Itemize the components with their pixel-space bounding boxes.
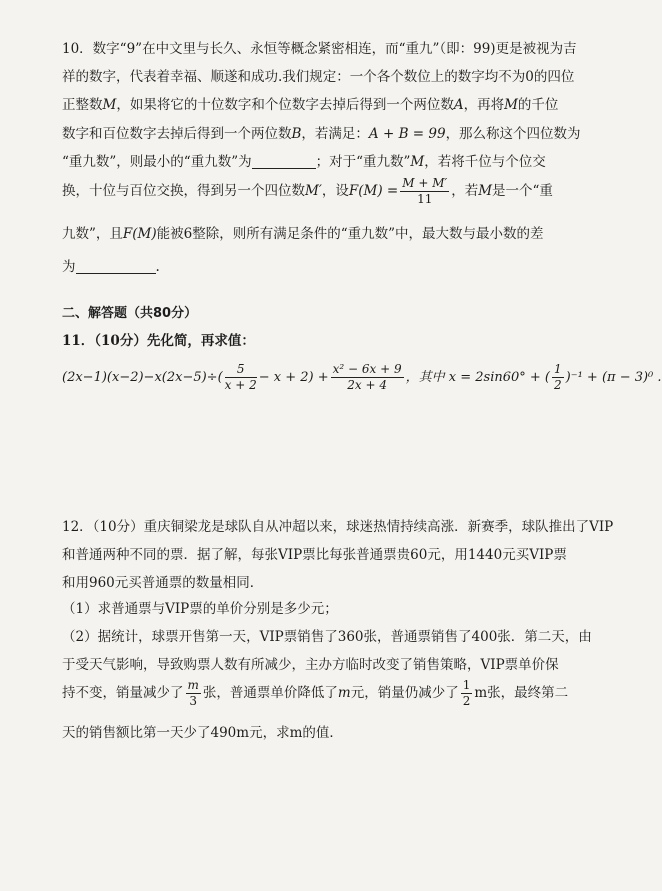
q12-line-3: 和用960元买普通票的数量相同． xyxy=(62,575,264,591)
q11-title: 11．（10分）先化简，再求值： xyxy=(62,333,255,349)
q10-line-6: 换，十位与百位交换，得到另一个四位数M′，设F(M) = $\frac{M + M'}{11}$ ，若M是一个“重 xyxy=(62,176,553,206)
q12-part-2-line-4: 天的销售额比第一天少了490m元，求m的值． xyxy=(62,725,343,741)
q10-line-3: 正整数M，如果将它的十位数字和个位数字去掉后得到一个两位数A，再将M的千位 xyxy=(62,97,559,113)
fraction-m-over-3: $\frac{m}{3}$ xyxy=(187,678,199,708)
fraction-one-half: $\frac{1}{2}$ xyxy=(462,678,471,708)
q12-part-2-line-1: （2）据统计，球票开售第一天，VIP票销售了360张，普通票销售了400张．第二天，由 xyxy=(62,629,592,645)
q10-line-7: 九数”，且F(M)能被6整除，则所有满足条件的“重九数”中，最大数与最小数的差 xyxy=(62,226,544,242)
q10-line-4: 数字和百位数字去掉后得到一个两位数B，若满足：A + B = 99，那么称这个四位数为 xyxy=(62,126,581,142)
q12-part-2-line-3: 持不变，销量减少了 $\frac{m}{3}$ 张，普通票单价降低了m元，销量仍减少了 $\frac{1}{2}$ m张，最终第二 xyxy=(62,678,569,708)
fraction-f-m: $\frac{M + M'}{11}$ xyxy=(402,176,448,206)
q12-part-2-line-2: 于受天气影响，导致购票人数有所减少，主办方临时改变了销售策略，VIP票单价保 xyxy=(62,657,559,673)
section-title: 二、解答题（共80分） xyxy=(62,306,198,321)
q12-part-1: （1）求普通票与VIP票的单价分别是多少元； xyxy=(62,601,338,617)
q12-line-1: 12．（10分）重庆铜梁龙是球队自从冲超以来，球迷热情持续高涨．新赛季，球队推出了VIP xyxy=(62,519,614,535)
fraction-5-over: $\frac{5}{x + 2}$ xyxy=(224,362,257,392)
answer-blank-1[interactable] xyxy=(252,154,316,169)
answer-blank-2[interactable] xyxy=(76,259,156,274)
q10-line-5: “重九数”，则最小的“重九数”为 ；对于“重九数”M，若将千位与个位交 xyxy=(62,154,546,170)
q11-expression: (2x−1)(x−2)−x(2x−5)÷( $\frac{5}{x + 2}$ − x + 2) + $\frac{\text{x² − 6x + 9}}{2x + 4}$ ，其中 x = 2sin60° + ( $\frac{1}{2}$ )⁻¹ + (π − 3)⁰ . xyxy=(62,362,662,392)
fraction-quadratic: $\frac{\text{x² − 6x + 9}}{2x + 4}$ xyxy=(332,362,402,392)
q12-line-2: 和普通两种不同的票．据了解，每张VIP票比每张普通票贵60元，用1440元买VIP票 xyxy=(62,547,567,563)
fraction-half: $\frac{1}{2}$ xyxy=(554,362,562,392)
q10-line-8: 为 . xyxy=(62,259,160,275)
q10-line-1: 10．数字“9”在中文里与长久、永恒等概念紧密相连，而“重九”（即：99)更是被视为吉 xyxy=(62,41,577,57)
q10-line-2: 祥的数字，代表着幸福、顺遂和成功.我们规定：一个各个数位上的数字均不为0的四位 xyxy=(62,69,575,85)
